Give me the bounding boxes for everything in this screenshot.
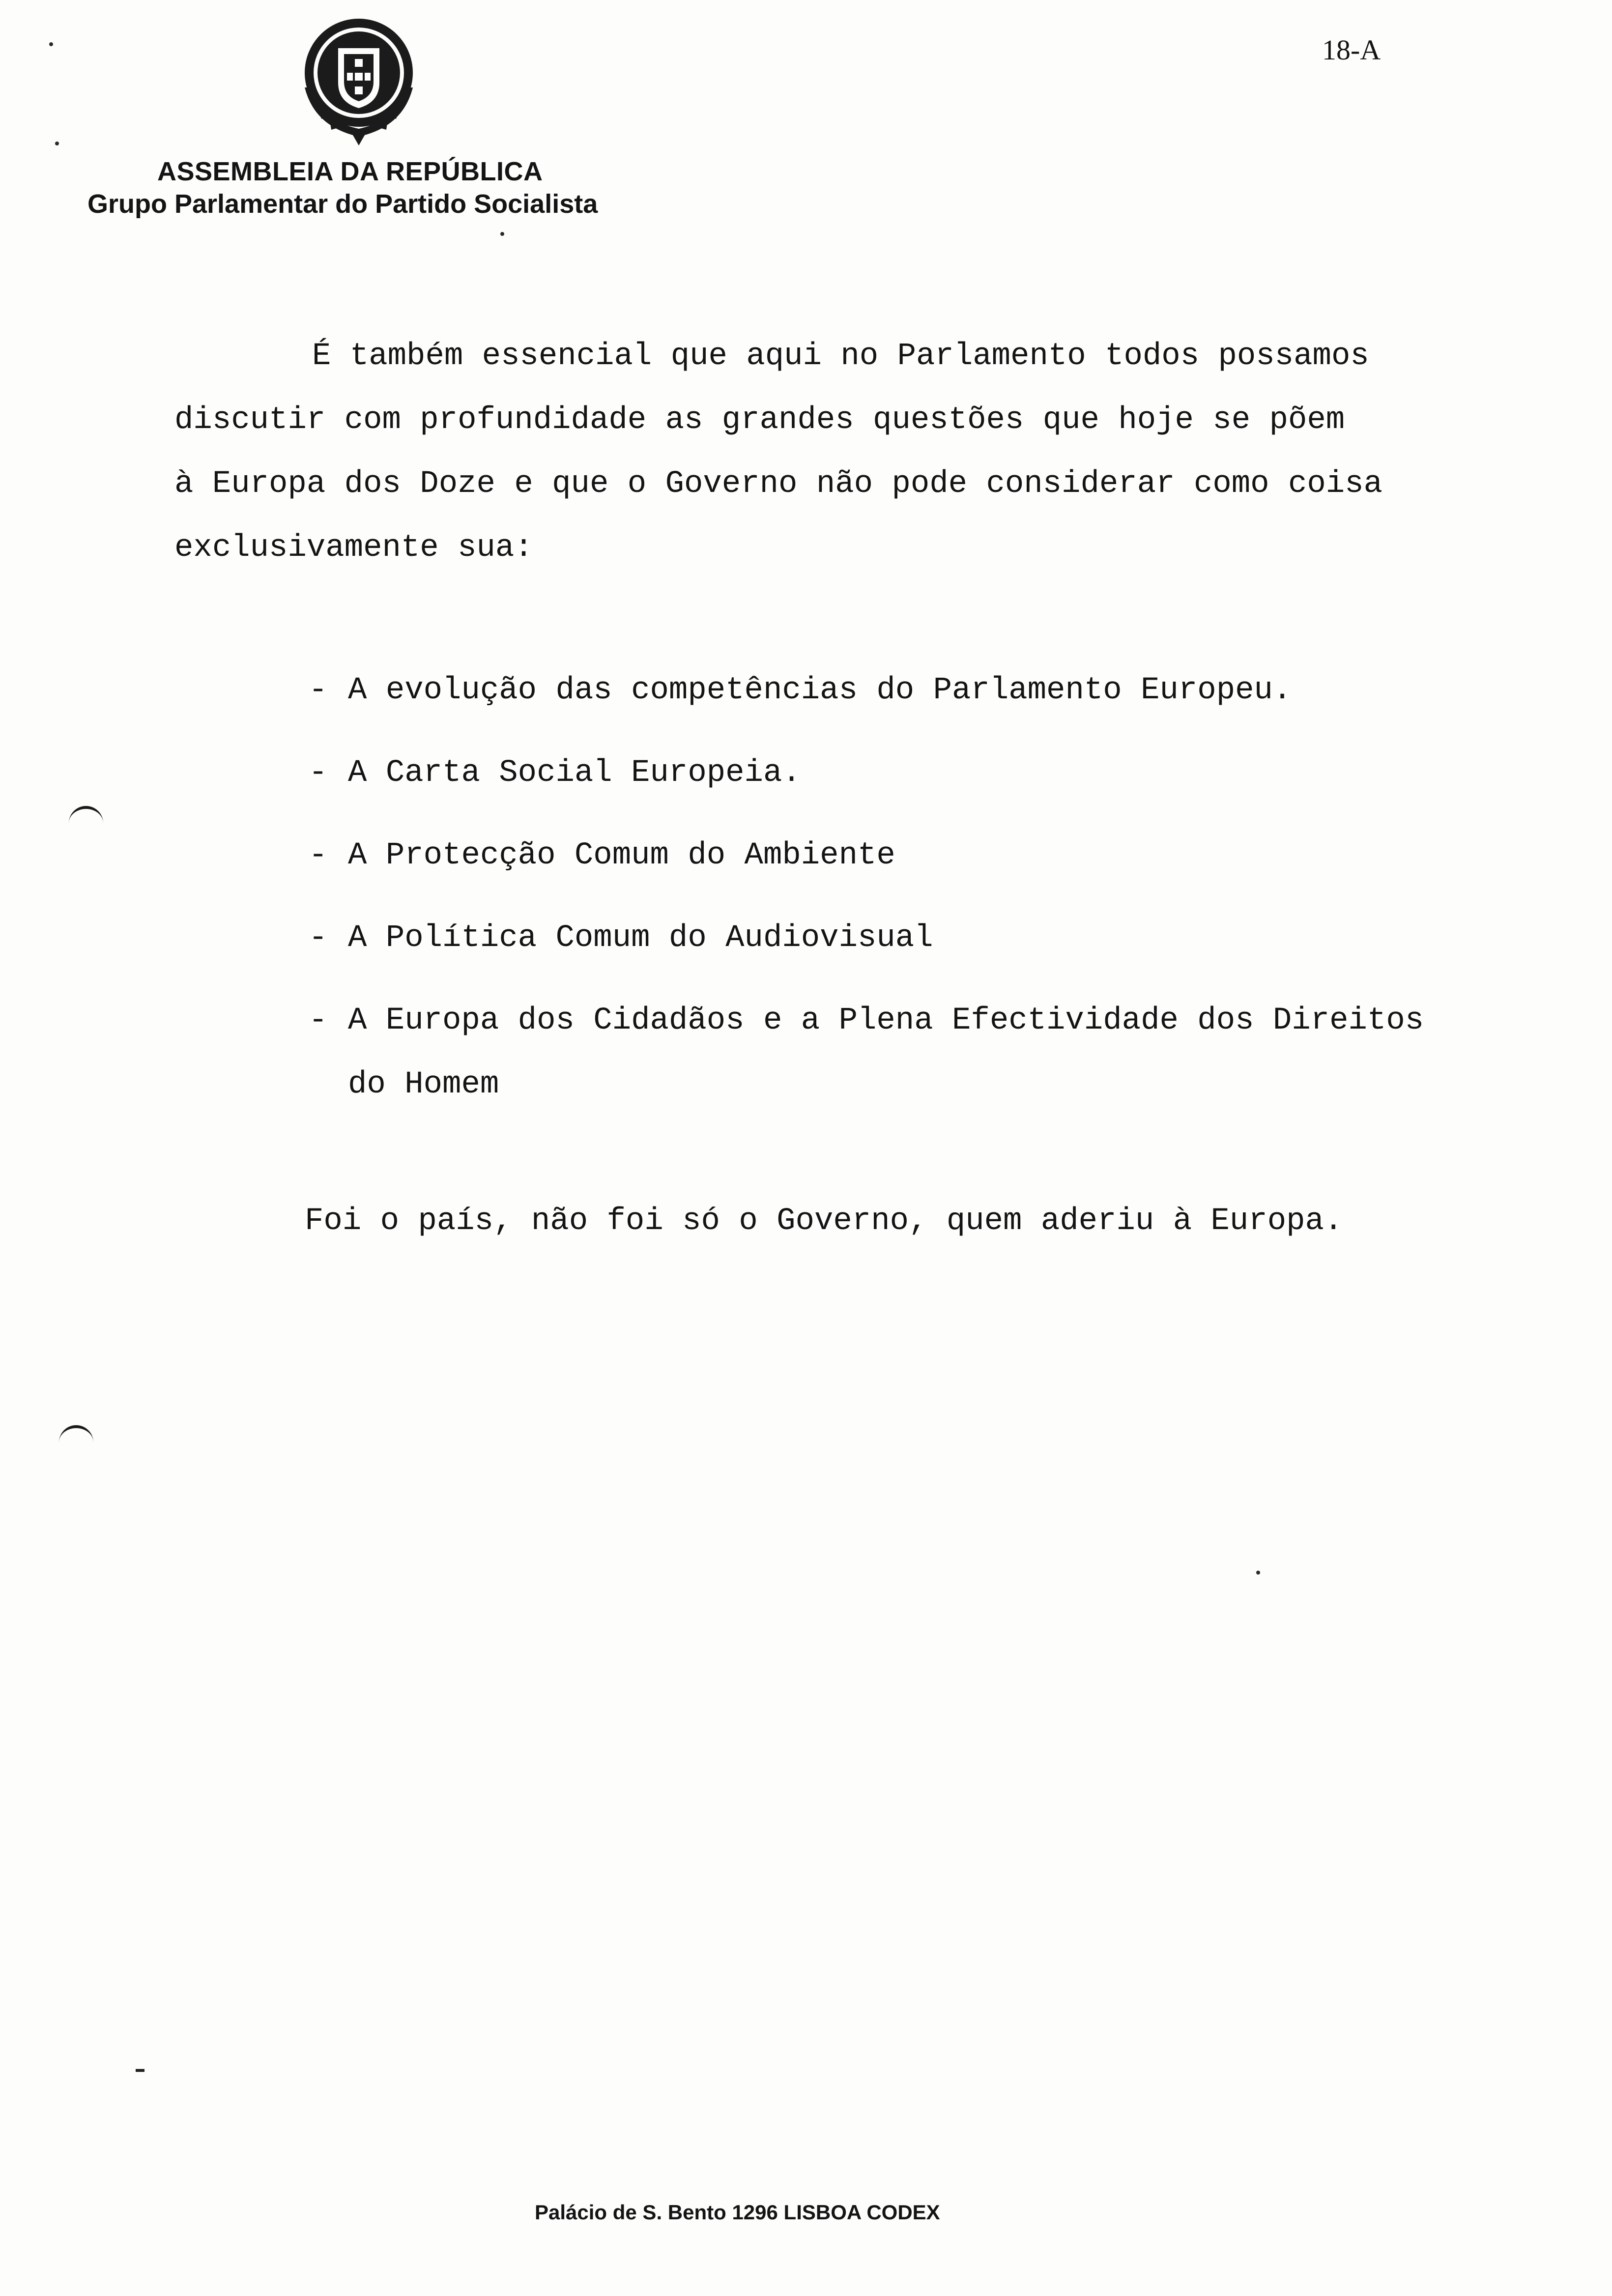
list-item xyxy=(309,906,1508,970)
scan-dot xyxy=(49,42,53,46)
list-item-text: A Protecção Comum do Ambiente xyxy=(348,838,895,873)
list-item xyxy=(309,824,1508,888)
intro-line: É também essencial que aqui no Parlamento todos possamos xyxy=(312,339,1369,374)
list-item-continuation: do Homem xyxy=(348,1067,499,1102)
closing-sentence: Foi o país, não foi só o Governo, quem aderiu à Europa. xyxy=(305,1204,1343,1239)
scan-dot xyxy=(55,142,59,145)
list-item-text: A evolução das competências do Parlamento Europeu. xyxy=(348,673,1292,708)
parliamentary-group: Grupo Parlamentar do Partido Socialista xyxy=(87,189,598,219)
binding-mark xyxy=(59,1425,93,1443)
bullet-dash: - xyxy=(309,673,328,708)
institution-name: ASSEMBLEIA DA REPÚBLICA xyxy=(157,157,543,186)
footer-address: Palácio de S. Bento 1296 LISBOA CODEX xyxy=(535,2201,940,2224)
binding-mark xyxy=(69,806,103,824)
list-item xyxy=(309,989,1508,1117)
bullet-dash: - xyxy=(309,1003,328,1038)
scan-dot xyxy=(1256,1571,1260,1575)
page-number: 18-A xyxy=(1322,34,1381,66)
scan-dot xyxy=(500,232,504,236)
list-item-text: A Europa dos Cidadãos e a Plena Efectividade dos Direitos xyxy=(348,1003,1424,1038)
list-item xyxy=(309,659,1508,722)
intro-line: exclusivamente sua: xyxy=(174,530,533,566)
intro-paragraph xyxy=(174,324,1501,580)
topic-list xyxy=(309,659,1508,1135)
intro-line: discutir com profundidade as grandes questões que hoje se põem xyxy=(174,402,1345,438)
bullet-dash: - xyxy=(309,838,328,873)
bullet-dash: - xyxy=(309,755,328,791)
coat-of-arms-icon xyxy=(300,14,418,146)
list-item xyxy=(309,741,1508,805)
bullet-dash: - xyxy=(309,920,328,956)
intro-line: à Europa dos Doze e que o Governo não pode considerar como coisa xyxy=(174,466,1382,502)
scan-mark xyxy=(136,2069,144,2072)
list-item-text: A Política Comum do Audiovisual xyxy=(348,920,933,956)
list-item-text: A Carta Social Europeia. xyxy=(348,755,801,791)
